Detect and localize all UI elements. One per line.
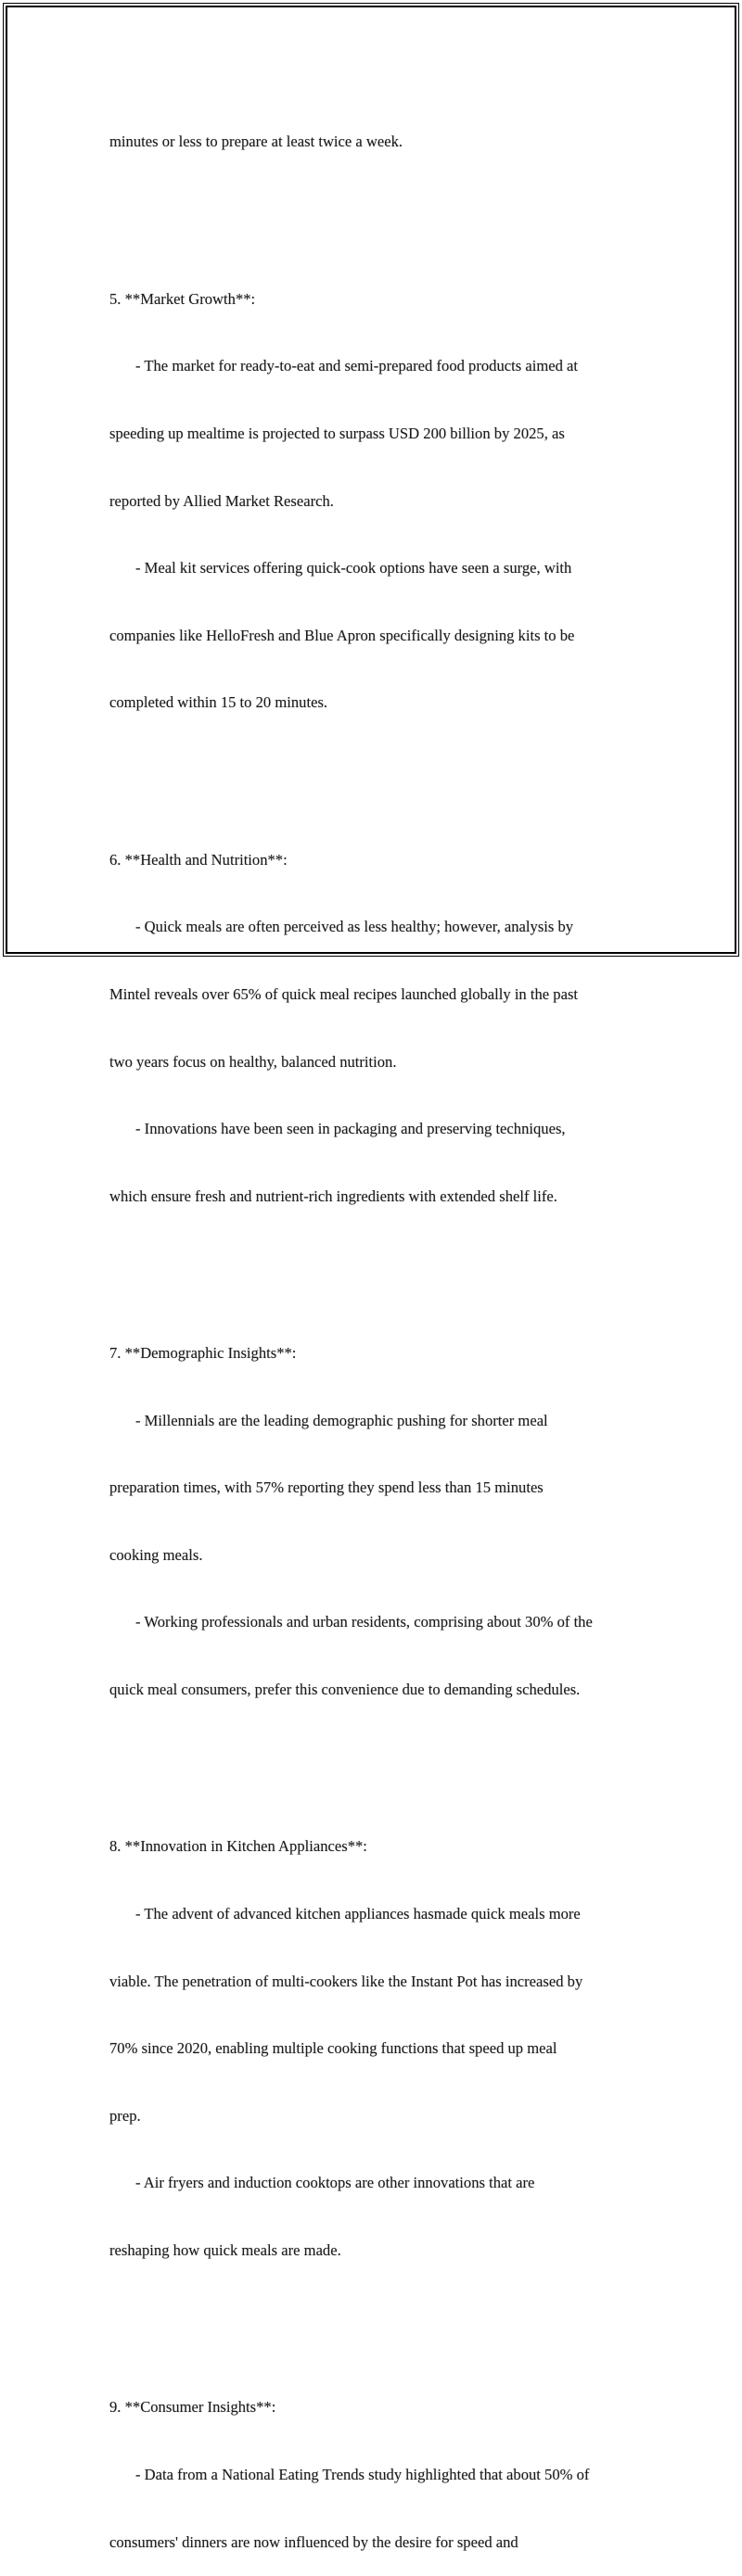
bullet-line: - The advent of advanced kitchen appliances hasmade quick meals more <box>135 1905 581 1923</box>
text-line: speeding up mealtime is projected to surpass USD 200 billion by 2025, as <box>109 424 565 442</box>
bullet-line: - Quick meals are often perceived as less healthy; however, analysis by <box>135 918 574 936</box>
section-heading-health-nutrition: 6. **Health and Nutrition**: <box>109 850 288 869</box>
blank-line <box>109 1252 647 1275</box>
text-line: minutes or less to prepare at least twice a week. <box>109 133 403 151</box>
text-line: prep. <box>109 2106 141 2125</box>
text-line: companies like HelloFresh and Blue Apron specifically designing kits to be <box>109 626 575 644</box>
section-heading-consumer-insights: 9. **Consumer Insights**: <box>109 2398 276 2417</box>
text-line: preparation times, with 57% reporting they spend less than 15 minutes <box>109 1478 544 1497</box>
section-heading-demographic-insights: 7. **Demographic Insights**: <box>109 1344 297 1363</box>
bullet-line: - Data from a National Eating Trends study highlighted that about 50% of <box>135 2466 590 2484</box>
text-line: quick meal consumers, prefer this convenience due to demanding schedules. <box>109 1681 581 1699</box>
text-line: viable. The penetration of multi-cookers like the Instant Pot has increased by <box>109 1972 583 1990</box>
text-line: consumers' dinners are now influenced by the desire for speed and <box>109 2532 518 2551</box>
text-line: 70% since 2020, enabling multiple cooking functions that speed up meal <box>109 2039 557 2058</box>
bullet-line: - Innovations have been seen in packaging and preserving techniques, <box>135 1120 566 1138</box>
blank-line <box>109 2307 647 2329</box>
bullet-line: - Working professionals and urban residents, comprising about 30% of the <box>135 1613 593 1631</box>
blank-line <box>109 1746 647 1769</box>
text-line: which ensure fresh and nutrient-rich ingredients with extended shelf life. <box>109 1186 557 1205</box>
text-line: reported by Allied Market Research. <box>109 491 334 510</box>
text-line: cooking meals. <box>109 1545 203 1564</box>
text-line: two years focus on healthy, balanced nutrition. <box>109 1052 397 1071</box>
bullet-line: - Millennials are the leading demographic pushing for shorter meal <box>135 1411 548 1429</box>
blank-line <box>109 759 647 781</box>
bullet-line: - The market for ready-to-eat and semi-prepared food products aimed at <box>135 357 579 375</box>
blank-line <box>109 198 647 221</box>
bullet-line: - Air fryers and induction cooktops are other innovations that are <box>135 2174 535 2192</box>
text-line: completed within 15 to 20 minutes. <box>109 693 328 712</box>
document-body <box>109 86 647 2576</box>
text-line: Mintel reveals over 65% of quick meal recipes launched globally in the past <box>109 984 579 1003</box>
bullet-line: - Meal kit services offering quick-cook options have seen a surge, with <box>135 559 572 577</box>
text-line: reshaping how quick meals are made. <box>109 2241 341 2260</box>
section-heading-kitchen-appliances: 8. **Innovation in Kitchen Appliances**: <box>109 1837 367 1856</box>
section-heading-market-growth: 5. **Market Growth**: <box>109 289 256 308</box>
